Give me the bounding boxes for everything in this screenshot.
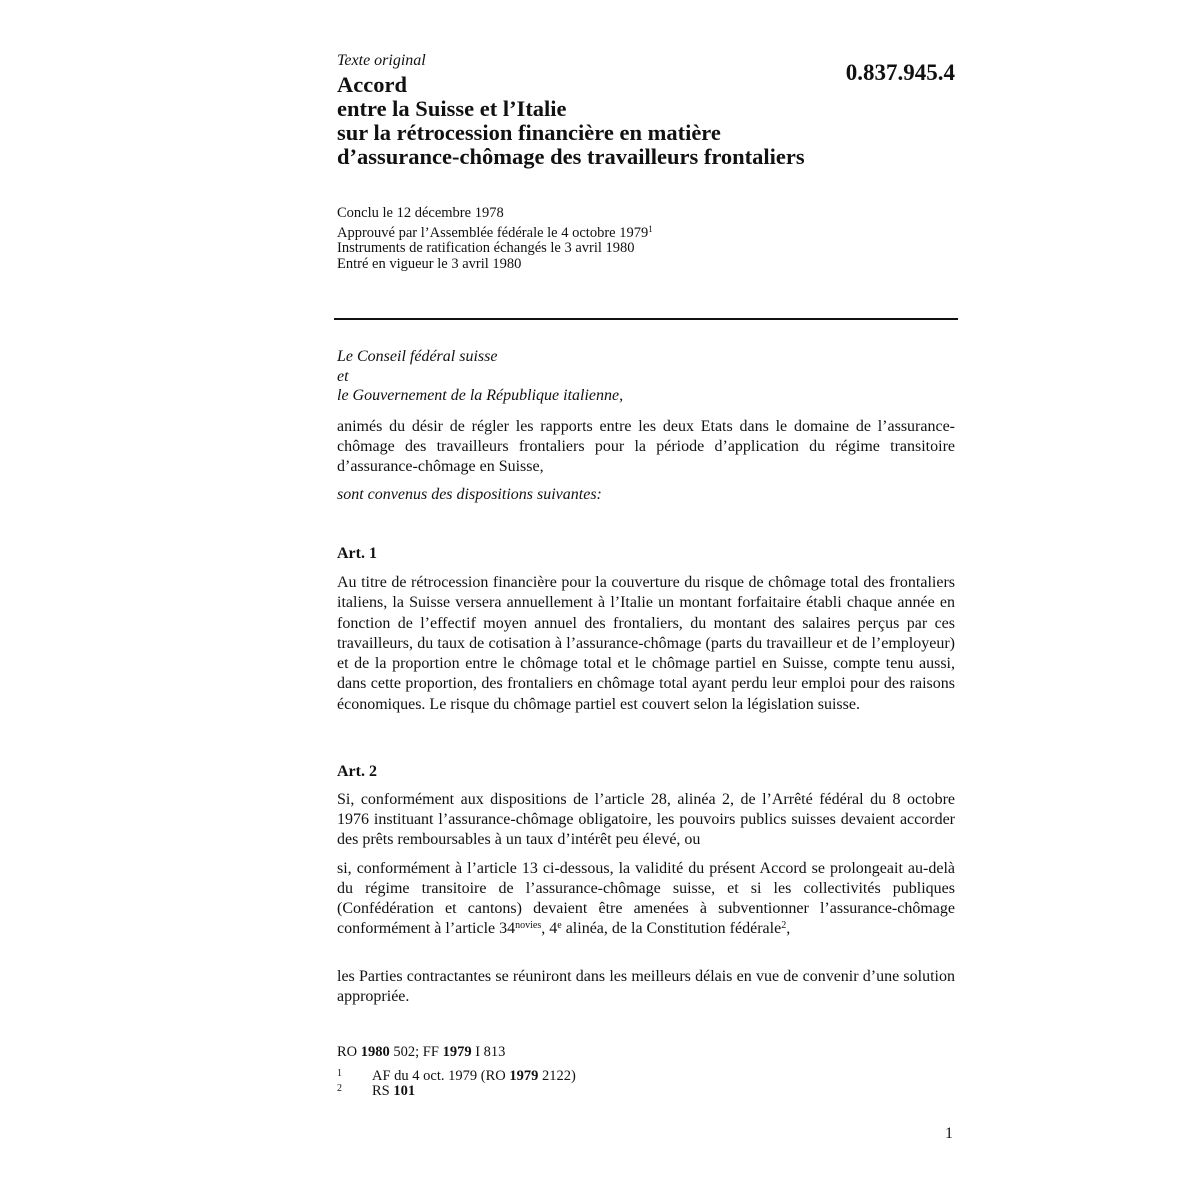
texte-original-label: Texte original	[337, 52, 426, 69]
title-line-1: Accord	[337, 72, 407, 97]
title-line-2: entre la Suisse et l’Italie	[337, 96, 567, 121]
meta-approuve: Approuvé par l’Assemblée fédérale le 4 octobre 1979$^1$	[337, 223, 653, 241]
ro-reference: RO 1980 502; FF 1979 I 813	[337, 1044, 506, 1060]
footnote-ref-1[interactable]: 1	[648, 223, 653, 234]
article-2-paragraph-2: si, conformément à l’article 13 ci-dessous, la validité du présent Accord se prolongeait au-delà du régime transitoire de l’assurance-chômage suisse, et si les collectivités publiques (Confédération et cantons) devaient être amenées à subventionner l’assurance-chômage conformément à l’article $34^{novies}$, 4e alinéa, de la Constitution fédérale$^2$,	[337, 860, 955, 937]
title-line-3: sur la rétrocession financière en matière	[337, 120, 721, 145]
article-2-paragraph-3: les Parties contractantes se réuniront dans les meilleurs délais en vue de convenir d’une solution appropriée.	[337, 968, 955, 1005]
party-1: Le Conseil fédéral suisse	[337, 348, 498, 365]
footnote-2: 2 RS 101	[337, 1083, 416, 1099]
meta-entre: Entré en vigueur le 3 avril 1980	[337, 255, 522, 272]
article-1-heading: Art. 1	[337, 545, 377, 562]
party-and: et	[337, 367, 349, 385]
footnote-1: 1 AF du 4 oct. 1979 (RO 1979 2122)	[337, 1068, 576, 1084]
sr-number: 0.837.945.4	[845, 60, 955, 85]
title-line-4: d’assurance-chômage des travailleurs frontaliers	[337, 144, 805, 169]
meta-instruments: Instruments de ratification échangés le 3 avril 1980	[337, 240, 635, 257]
page-number: 1	[945, 1125, 953, 1142]
article-2-heading: Art. 2	[337, 763, 377, 780]
article-2-paragraph-1: Si, conformément aux dispositions de l’article 28, alinéa 2, de l’Arrêté fédéral du 8 octobre 1976 instituant l’assurance-chômage obligatoire, les pouvoirs publics suisses devaient accorder des prêts remboursables à un taux d’intérêt peu élevé, ou	[337, 791, 955, 848]
article-1-text: Au titre de rétrocession financière pour la couverture du risque de chômage total des frontaliers italiens, la Suisse versera annuellement à l’Italie un montant forfaitaire établi chaque année en fonction de l’effectif moyen annuel des frontaliers, du montant des salaires perçus par ces travailleurs, du taux de cotisation à l’assurance-chômage (parts du travailleur et de l’employeur) et de la proportion entre le chômage total et le chômage partiel en Suisse, compte tenu aussi, dans cette proportion, des frontaliers en chômage total ayant perdu leur emploi pour des raisons économiques. Le risque du chômage partiel est couvert selon la législation suisse.	[337, 574, 955, 713]
document-title	[337, 73, 897, 169]
preamble-parties	[337, 347, 955, 406]
party-2: le Gouvernement de la République italienne,	[337, 387, 624, 404]
horizontal-rule	[334, 318, 958, 320]
footnote-ref-2[interactable]: 2	[781, 920, 787, 931]
preamble-text: animés du désir de régler les rapports entre les deux Etats dans le domaine de l’assurance-chômage des travailleurs frontaliers pour la période d’application du régime transitoire d’assurance-chômage en Suisse,	[337, 418, 955, 475]
meta-conclu: Conclu le 12 décembre 1978	[337, 205, 504, 221]
document-metadata	[337, 206, 653, 272]
preamble-convenus: sont convenus des dispositions suivantes:	[337, 486, 602, 503]
